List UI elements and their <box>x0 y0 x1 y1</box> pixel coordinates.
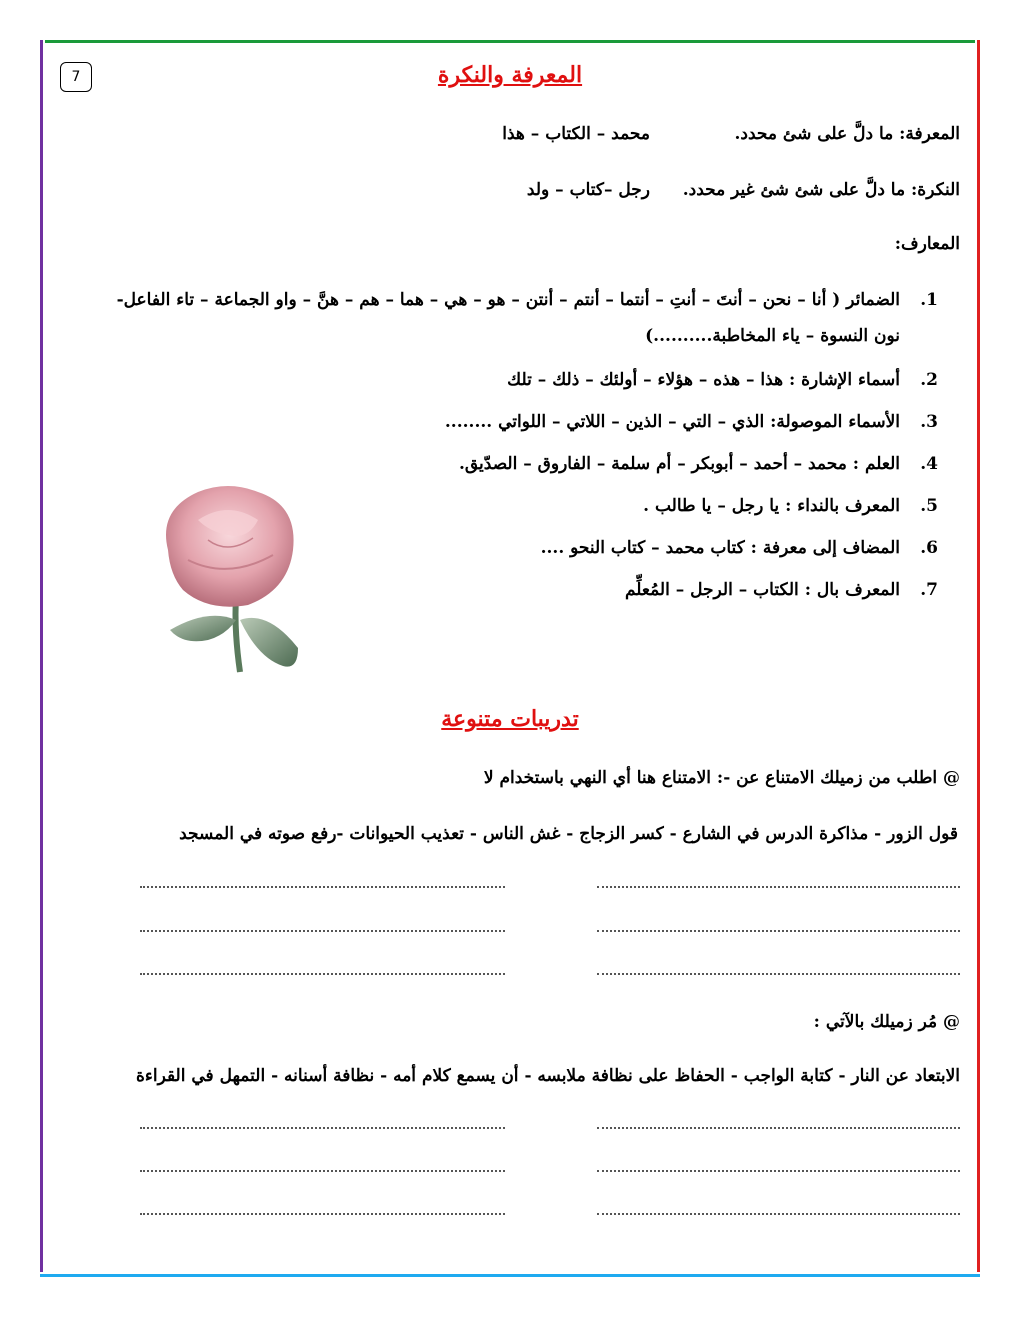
border-top <box>40 40 980 45</box>
rose-image <box>148 480 308 675</box>
border-bottom <box>40 1272 980 1277</box>
answer-line[interactable] <box>597 973 960 977</box>
definition-nakira: النكرة: ما دلَّ على شئ شئ غير محدد. <box>682 180 960 200</box>
answer-line[interactable] <box>140 1213 505 1217</box>
definition-nakira-examples: رجل –كتاب – ولد <box>526 180 650 200</box>
list-item: 3. الأسماء الموصولة: الذي – التي – الذين – اللاتي – اللواتي ........ <box>444 412 938 432</box>
list-item: 7. المعرف بال : الكتاب – الرجل – المُعلِّم <box>624 580 938 600</box>
border-right <box>975 40 980 1275</box>
definition-marifa-examples: محمد – الكتاب – هذا <box>502 124 650 144</box>
exercises-title: تدريبات متنوعة <box>441 706 579 732</box>
exercise2-instruction: @ مُر زميلك بالآتي : <box>813 1012 960 1032</box>
definition-marifa: المعرفة: ما دلَّ على شئ محدد. <box>734 124 960 144</box>
answer-line[interactable] <box>597 930 960 934</box>
page-title: المعرفة والنكرة <box>437 62 583 88</box>
list-item: 4. العلم : محمد – أحمد – أبوبكر – أم سلمة – الفاروق – الصدّيق. <box>458 454 938 474</box>
answer-line[interactable] <box>140 1170 505 1174</box>
maaref-heading: المعارف: <box>894 234 960 254</box>
list-item: 1. الضمائر ( أنا – نحن – أنتَ – أنتِ – أنتما – أنتم – أنتن – هو – هي – هما – هم – هنَّ – واو الجماعة – تاء الفاعل- نون النسوة – ياء المخاطبة..........) <box>116 290 938 346</box>
answer-line[interactable] <box>140 886 505 890</box>
answer-line[interactable] <box>597 886 960 890</box>
border-left <box>40 40 45 1275</box>
exercise1-instruction: @ اطلب من زميلك الامتناع عن -: الامتناع هنا أي النهي باستخدام لا <box>483 768 960 788</box>
answer-line[interactable] <box>140 1127 505 1131</box>
exercise1-items: قول الزور - مذاكرة الدرس في الشارع - كسر الزجاج - غش الناس - تعذيب الحيوانات -رفع صوته في المسجد <box>179 824 958 844</box>
answer-line[interactable] <box>597 1170 960 1174</box>
list-item: 2. أسماء الإشارة : هذا – هذه – هؤلاء – أولئك – ذلك – تلك <box>507 370 938 390</box>
answer-line[interactable] <box>597 1213 960 1217</box>
list-item: 6. المضاف إلى معرفة : كتاب محمد – كتاب النحو .... <box>540 538 938 558</box>
list-item: 5. المعرف بالنداء : يا رجل – يا طالب . <box>643 496 938 516</box>
answer-line[interactable] <box>140 930 505 934</box>
exercise2-items: الابتعاد عن النار - كتابة الواجب - الحفاظ على نظافة ملابسه - أن يسمع كلام أمه - نظافة أسنانه - التمهل في القراءة <box>135 1066 960 1086</box>
answer-line[interactable] <box>140 973 505 977</box>
answer-line[interactable] <box>597 1127 960 1131</box>
page-number: 7 <box>60 62 92 92</box>
